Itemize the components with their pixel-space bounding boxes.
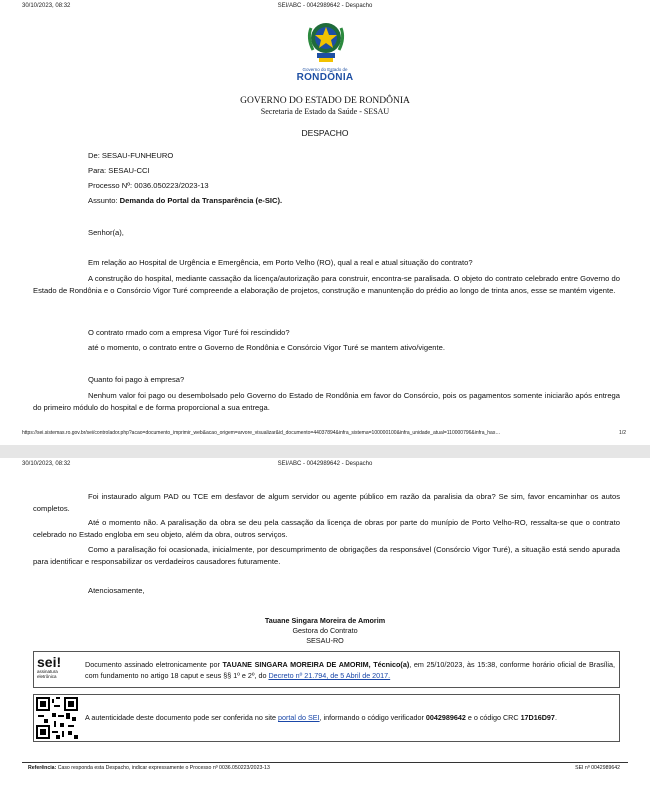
sei-signature-logo-icon: sei! assinatura eletrônica [37,654,62,679]
secretariat-name: Secretaria de Estado da Saúde - SESAU [260,107,390,116]
print-doc-ref: SEI/ABC - 0042989642 - Despacho [277,3,373,9]
signature-text: Documento assinado eletronicamente por TAUANE SINGARA MOREIRA DE AMORIM, Técnico(a), em 25/10/2023, às 15:38, conforme horário oficial de Brasília, com fundamento no artigo 18 caput e seus §§ 1º e 2º, do Decreto nº 21.794, de 5 Abril de 2017. [85,660,615,680]
answer-5: Como a paralisação foi ocasionada, inicialmente, por descumprimento de obrigações da responsável (Consórcio Vigor Turé), a situação está sendo apurada para identificar e responsabilizar os verdadeiros causadores futuramente. [33,545,620,566]
electronic-signature-box [33,651,620,688]
authenticity-text: A autenticidade deste documento pode ser conferida no site portal do SEI, informando o código verificador 0042989642 e o código CRC 17D16D97. [85,713,557,722]
question-1: Em relação ao Hospital de Urgência e Emergência, em Porto Velho (RO), qual a real e atual situação do contrato? [88,258,473,267]
print-doc-ref: SEI/ABC - 0042989642 - Despacho [277,461,373,467]
print-datetime: 30/10/2023, 08:32 [22,3,71,9]
crc-code: 17D16D97 [520,713,555,722]
question-4: Foi instaurado algum PAD ou TCE em desfavor de algum servidor ou agente público em razão da paralisia da obra? Se sim, favor encaminhar os autos completos. [33,492,620,513]
to-field: Para: SESAU-CCI [88,166,150,175]
crest-caption-rondonia: RONDÔNIA [296,72,354,83]
document-type-title: DESPACHO [301,128,349,138]
closing: Atenciosamente, [88,586,145,595]
document-page-2 [0,458,650,794]
salutation: Senhor(a), [88,228,124,237]
state-crest-icon [305,18,347,64]
from-field: De: SESAU-FUNHEURO [88,151,174,160]
reference-note: Referência: Caso responda esta Despacho, indicar expressamente o Processo nº 0036.050223/2023-13 [28,765,270,771]
question-3: Quanto foi pago à empresa? [88,375,185,384]
process-field: Processo Nº: 0036.050223/2023-13 [88,181,209,190]
subject-value: Demanda do Portal da Transparência (e-SIC). [119,196,283,205]
verifier-code: 0042989642 [425,713,466,722]
sei-number: SEI nº 0042989642 [575,765,620,771]
footer-divider [22,762,628,763]
signer-name: Tauane Singara Moreira de Amorim [264,616,386,625]
qr-code-icon [36,697,78,739]
answer-1: A construção do hospital, mediante cassação da licença/autorização para construir, encontra-se paralisada. O objeto do contrato celebrado entre Governo do Estado de Rondônia e o Consórcio Vigor Turé compreende a elaboração de projetos, construção e manuntenção do prédio ao longo de trinta anos, esse se mantém vigente. [33,274,620,295]
subject-field [88,196,282,205]
decree-link[interactable]: Decreto nº 21.794, de 5 Abril de 2017. [268,671,391,680]
portal-sei-link[interactable]: portal do SEI [278,713,320,722]
answer-3: Nenhum valor foi pago ou desembolsado pelo Governo do Estado de Rondônia em favor do Consórcio, pois os pagamentos somente iniciarão após entrega do primeiro módulo do hospital e de forma proporcional a sua entrega. [33,391,620,412]
government-name: GOVERNO DO ESTADO DE RONDÔNIA [240,96,410,106]
answer-2: até o momento, o contrato entre o Governo de Rondônia e Consórcio Vigor Turé se mantem ativo/vigente. [88,343,445,352]
print-datetime: 30/10/2023, 08:32 [22,461,71,467]
page-number: 1/2 [619,430,626,436]
question-2: O contrato rmado com a empresa Vigor Turé foi rescindido? [88,328,290,337]
answer-4: Até o momento não. A paralisação da obra se deu pela cassação da licença de obras por parte do munípio de Porto Velho-RO, ressalta-se que o contrato celebrado no Estado engloba em seu objeto, além da obra, outros serviços. [33,518,620,539]
signer-role: Gestora do Contrato [292,626,358,635]
subject-label: Assunto: [88,196,120,205]
authenticity-box [33,694,620,742]
signature-signer: TAUANE SINGARA MOREIRA DE AMORIM, Técnico(a) [222,660,410,669]
crest-caption-small: Governo do Estado de [302,67,348,72]
print-url: https://sei.sistemas.ro.gov.br/sei/controlador.php?acao=documento_imprimir_web&acao_origem=arvore_visualizar&id_documento=44037894&infra_sistema=100000100&infra_unidade_atual=110000796&infra_has… [22,430,501,436]
signer-unit: SESAU-RO [306,636,344,645]
